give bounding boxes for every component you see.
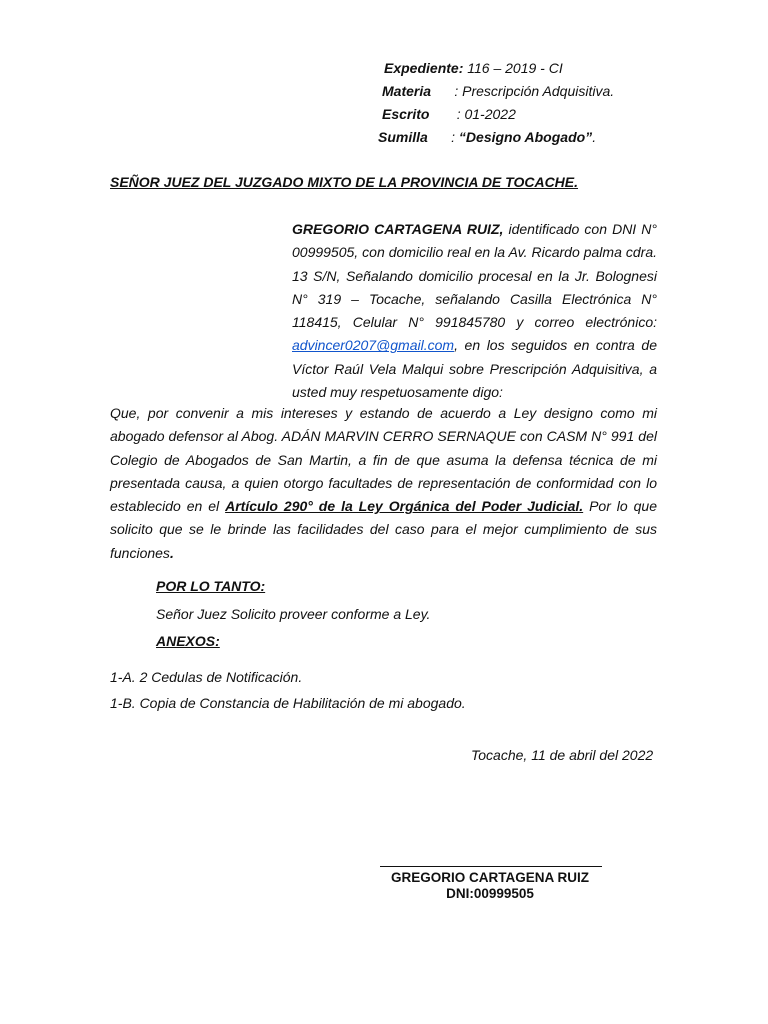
body-text-after-article: Por lo que solicito que se le brinde las facilidades del caso para el mejor cumplimiento de sus funciones xyxy=(110,498,657,561)
expediente-row xyxy=(384,60,563,76)
email-link[interactable]: advincer0207@gmail.com xyxy=(292,337,455,354)
sumilla-row xyxy=(378,129,596,145)
sumilla-separator: : xyxy=(427,129,459,145)
por-lo-tanto-heading: POR LO TANTO: xyxy=(156,578,266,594)
body-text-before-article: Que, por convenir a mis intereses y estando de acuerdo a Ley designo como mi abogado defensor al Abog. ADÁN MARVIN CERRO SERNAQUE con CASM N° 991 del Colegio de Abogados de San Martin, a fin de que asuma la defensa técnica de mi presentada causa, a quien otorgo facultades de representación de conformidad con lo establecido en el xyxy=(110,405,657,515)
escrito-label: Escrito xyxy=(382,106,430,122)
document-date: Tocache, 11 de abril del 2022 xyxy=(471,747,654,763)
anexos-heading: ANEXOS: xyxy=(156,633,220,649)
materia-value: : Prescripción Adquisitiva. xyxy=(431,83,615,99)
petitioner-name: GREGORIO CARTAGENA RUIZ, xyxy=(292,221,504,237)
escrito-row xyxy=(382,106,516,122)
article-reference: Artículo 290° de la Ley Orgánica del Poder Judicial. xyxy=(225,498,584,515)
por-lo-tanto-text: Señor Juez Solicito proveer conforme a Ley. xyxy=(156,606,431,622)
addressee-heading: SEÑOR JUEZ DEL JUZGADO MIXTO DE LA PROVINCIA DE TOCACHE. xyxy=(110,174,579,190)
intro-text-before-email: identificado con DNI N° 00999505, con domicilio real en la Av. Ricardo palma cdra. 13 S/N, Señalando domicilio procesal en la Jr. Bolognesi N° 319 – Tocache, señalando Casilla Electrónica N° 118415, Celular N° 991845780 y correo electrónico: xyxy=(292,221,658,331)
sumilla-value: “Designo Abogado” xyxy=(458,129,593,145)
signatory-dni: DNI:00999505 xyxy=(446,886,534,901)
escrito-value: : 01-2022 xyxy=(429,106,516,122)
anexo-item: 1-A. 2 Cedulas de Notificación. xyxy=(110,669,303,685)
signatory-name: GREGORIO CARTAGENA RUIZ xyxy=(391,870,589,885)
expediente-value: 116 – 2019 - CI xyxy=(463,60,563,76)
materia-label: Materia xyxy=(382,83,432,99)
intro-paragraph xyxy=(292,218,657,404)
intro-text-after-email: , en los seguidos en contra de Víctor Raúl Vela Malqui sobre Prescripción Adquisitiva, a usted muy respetuosamente digo: xyxy=(292,337,657,401)
expediente-label: Expediente: xyxy=(384,60,464,76)
sumilla-end: . xyxy=(592,129,597,145)
materia-row xyxy=(382,83,614,99)
anexo-item: 1-B. Copia de Constancia de Habilitación de mi abogado. xyxy=(110,695,466,711)
body-paragraph xyxy=(110,402,657,565)
sumilla-label: Sumilla xyxy=(378,129,428,145)
body-final-period: . xyxy=(169,544,174,561)
signature-line xyxy=(380,866,602,867)
